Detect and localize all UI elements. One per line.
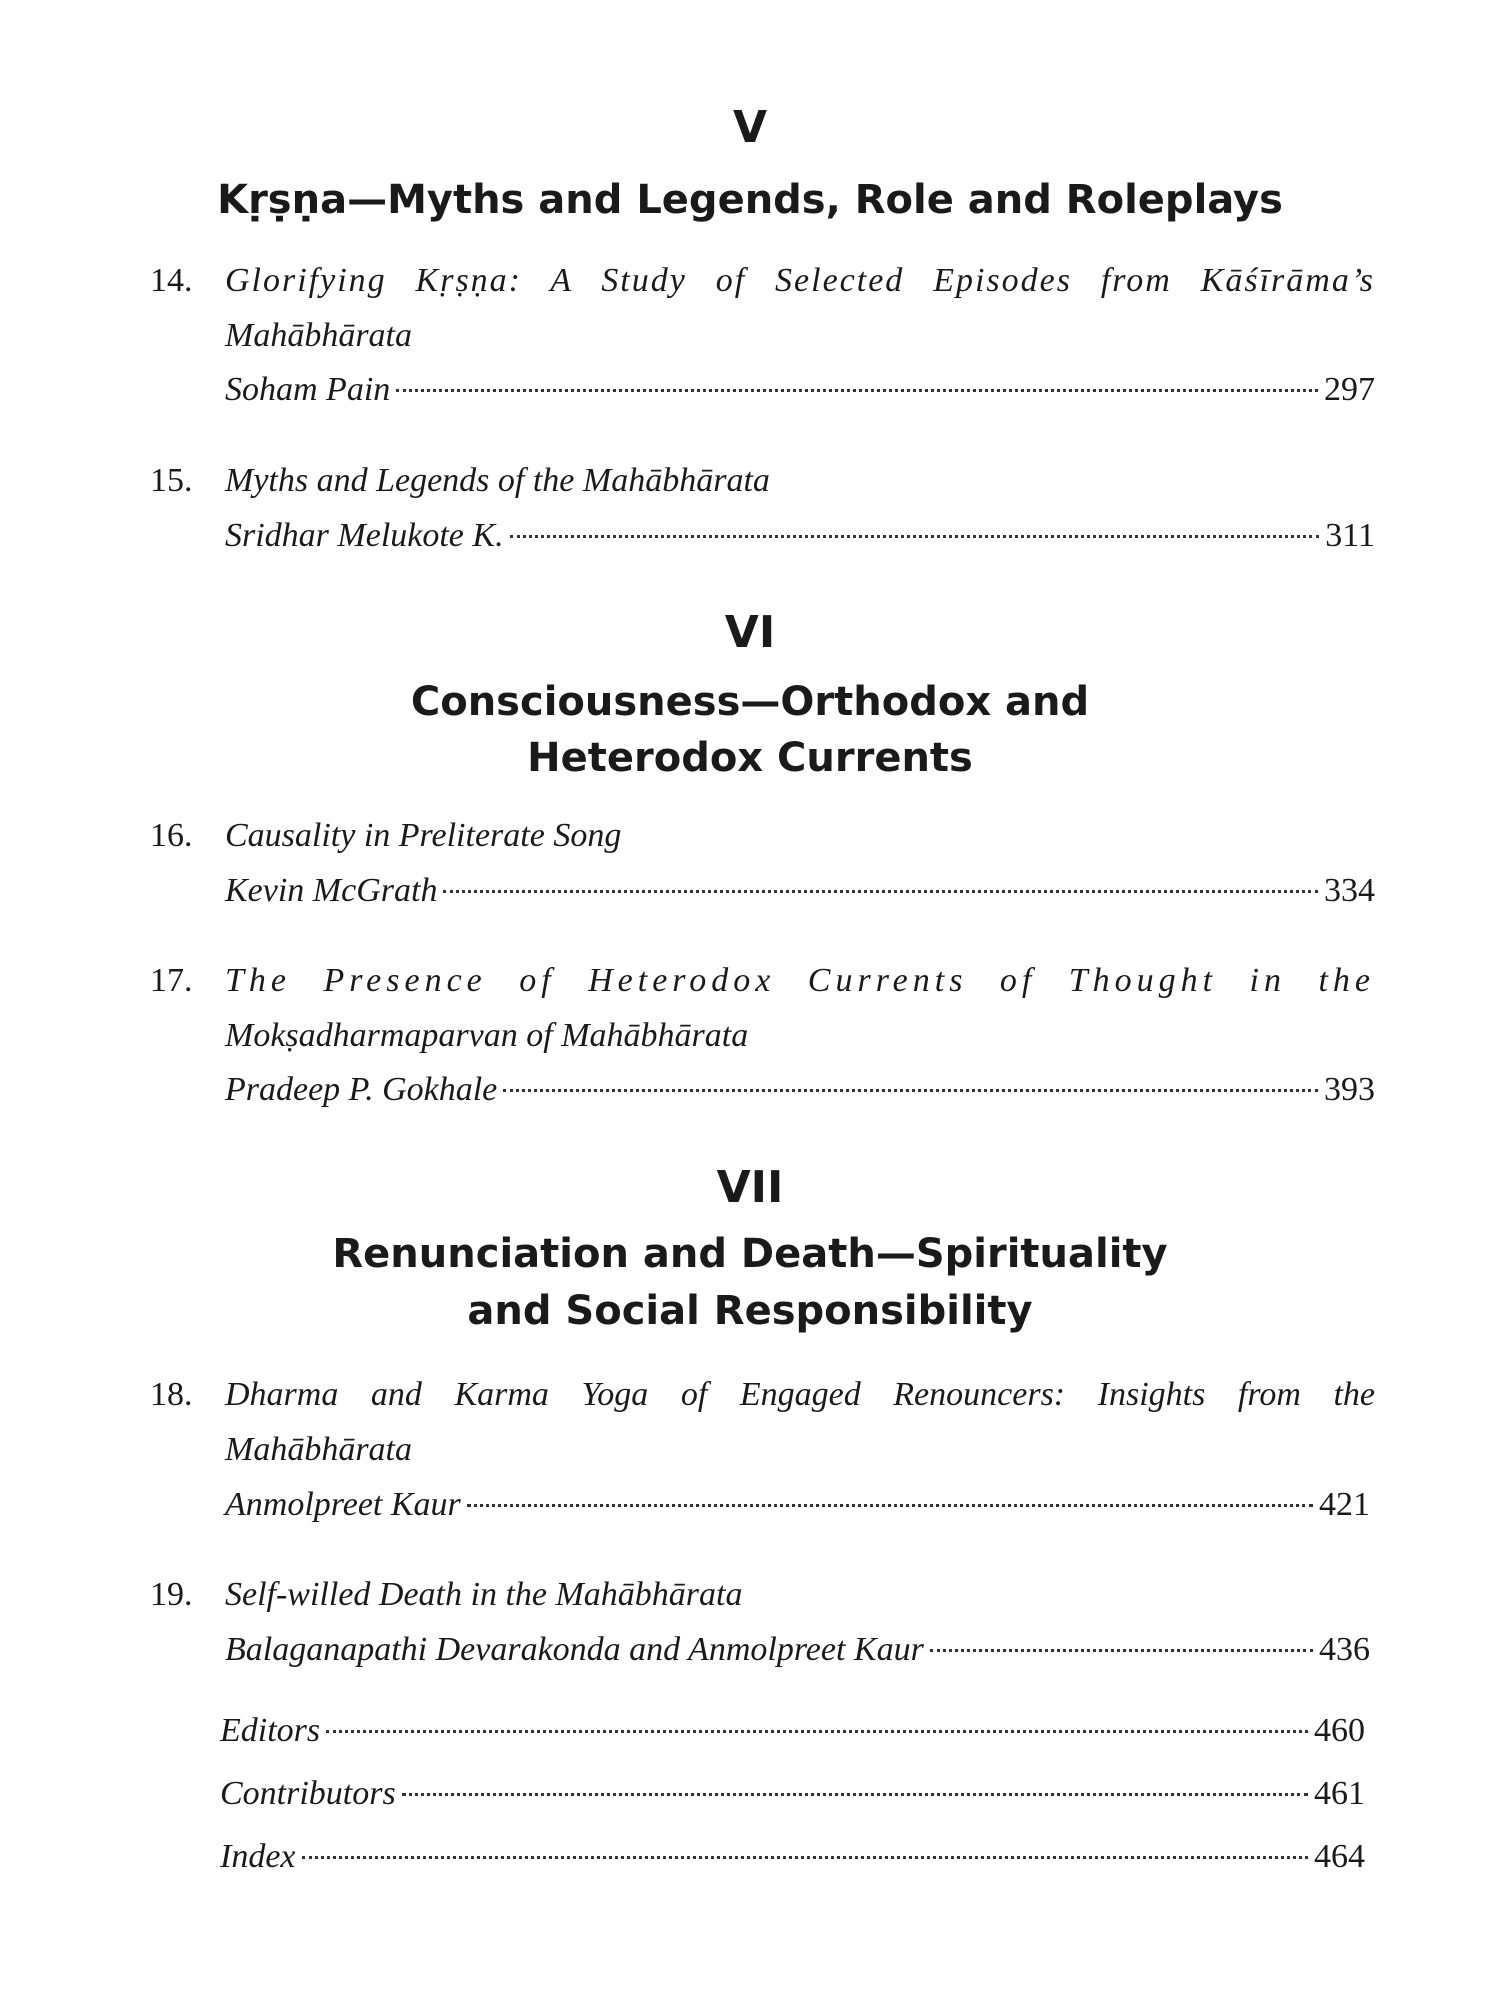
toc-entry-link[interactable] bbox=[225, 1622, 1370, 1678]
entry-author: Kevin McGrath bbox=[225, 872, 438, 909]
entry-author: Sridhar Melukote K. bbox=[225, 517, 504, 554]
page-number: 461 bbox=[1314, 1775, 1365, 1812]
entry-number: 16. bbox=[150, 817, 193, 854]
dot-leader bbox=[302, 1856, 1308, 1859]
entry-title-continued: Mahābhārata bbox=[225, 1431, 412, 1468]
entry-title: Myths and Legends of the Mahābhārata bbox=[225, 462, 770, 499]
page-number: 311 bbox=[1325, 517, 1375, 554]
backmatter-label: Editors bbox=[220, 1712, 321, 1749]
entry-number: 14. bbox=[150, 262, 193, 299]
toc-entry-link[interactable] bbox=[225, 863, 1375, 919]
toc-backmatter-index[interactable] bbox=[220, 1829, 1365, 1885]
entry-title: Self-willed Death in the Mahābhārata bbox=[225, 1576, 743, 1613]
page-number: 393 bbox=[1324, 1071, 1375, 1108]
page-number: 464 bbox=[1314, 1838, 1365, 1875]
entry-title: Dharma and Karma Yoga of Engaged Renouncers: Insights from the bbox=[225, 1376, 1375, 1413]
section-title-continued: and Social Responsibility bbox=[467, 1288, 1033, 1334]
dot-leader bbox=[402, 1793, 1308, 1796]
dot-leader bbox=[326, 1730, 1308, 1733]
toc-entry-link[interactable] bbox=[225, 508, 1375, 564]
section-number: VII bbox=[716, 1162, 784, 1213]
entry-author: Anmolpreet Kaur bbox=[225, 1486, 461, 1523]
toc-backmatter-contributors[interactable] bbox=[220, 1766, 1365, 1822]
toc-backmatter-editors[interactable] bbox=[220, 1703, 1365, 1759]
dot-leader bbox=[443, 890, 1318, 893]
entry-title: Glorifying Kṛṣṇa: A Study of Selected Episodes from Kāśīrāma’s bbox=[225, 262, 1375, 299]
toc-entry-link[interactable] bbox=[225, 1477, 1370, 1533]
toc-entry-link[interactable] bbox=[225, 1062, 1375, 1118]
section-title-continued: Heterodox Currents bbox=[527, 735, 973, 781]
toc-entry-link[interactable] bbox=[225, 362, 1375, 418]
page-number: 421 bbox=[1319, 1486, 1370, 1523]
section-number: VI bbox=[724, 607, 776, 658]
entry-number: 19. bbox=[150, 1576, 193, 1613]
dot-leader bbox=[467, 1504, 1313, 1507]
dot-leader bbox=[930, 1649, 1313, 1652]
entry-title-continued: Mokṣadharmaparvan of Mahābhārata bbox=[225, 1017, 749, 1054]
section-title: Renunciation and Death—Spirituality bbox=[332, 1231, 1168, 1277]
dot-leader bbox=[503, 1089, 1318, 1092]
entry-number: 18. bbox=[150, 1376, 193, 1413]
section-title: Kṛṣṇa—Myths and Legends, Role and Roleplays bbox=[217, 177, 1283, 223]
dot-leader bbox=[396, 389, 1318, 392]
page-number: 436 bbox=[1319, 1631, 1370, 1668]
page-number: 334 bbox=[1324, 872, 1375, 909]
entry-title-continued: Mahābhārata bbox=[225, 317, 412, 354]
entry-title: Causality in Preliterate Song bbox=[225, 817, 622, 854]
backmatter-label: Index bbox=[220, 1838, 296, 1875]
page-number: 460 bbox=[1314, 1712, 1365, 1749]
entry-author: Balaganapathi Devarakonda and Anmolpreet Kaur bbox=[225, 1631, 924, 1668]
entry-number: 17. bbox=[150, 962, 193, 999]
backmatter-label: Contributors bbox=[220, 1775, 396, 1812]
dot-leader bbox=[510, 535, 1320, 538]
page-number: 297 bbox=[1324, 371, 1375, 408]
entry-title: The Presence of Heterodox Currents of Thought in the bbox=[225, 962, 1375, 999]
entry-author: Soham Pain bbox=[225, 371, 391, 408]
section-title: Consciousness—Orthodox and bbox=[410, 679, 1090, 725]
entry-author: Pradeep P. Gokhale bbox=[225, 1071, 498, 1108]
section-number: V bbox=[732, 102, 768, 153]
entry-number: 15. bbox=[150, 462, 193, 499]
